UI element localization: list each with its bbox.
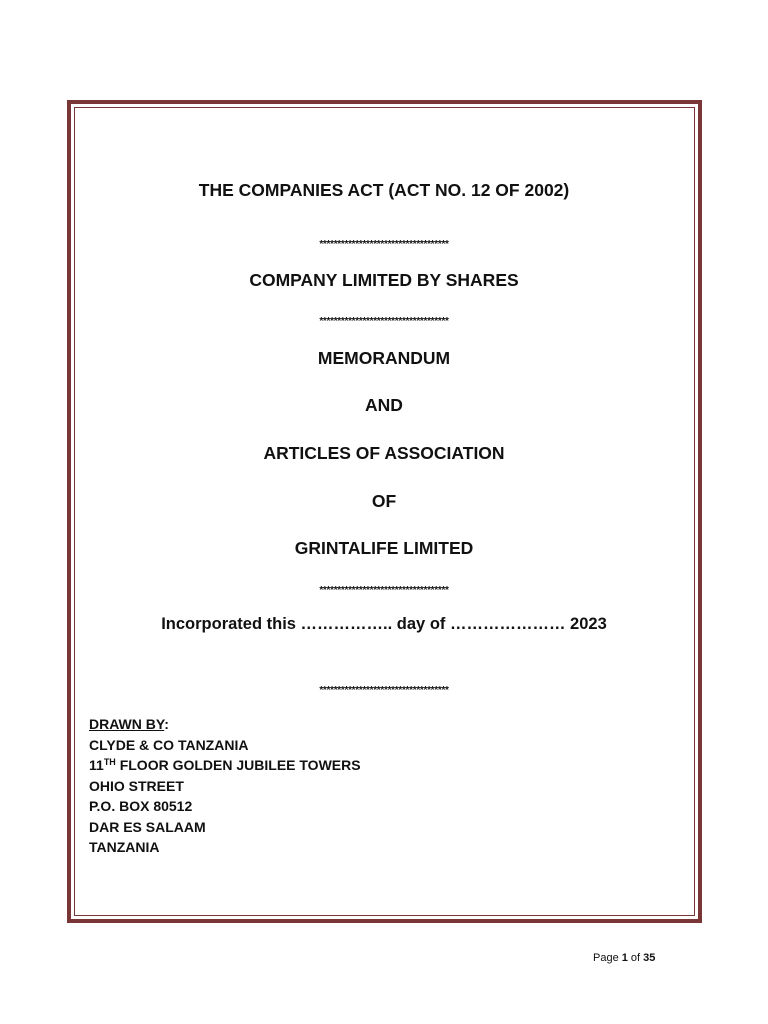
page-label: Page [593,952,622,964]
separator-3: ************************************ [319,585,449,596]
po-box-line: P.O. BOX 80512 [89,798,193,814]
act-title: THE COMPANIES ACT (ACT NO. 12 OF 2002) [198,180,570,200]
and-heading: AND [365,395,403,415]
city-line: DAR ES SALAAM [89,818,206,835]
drawn-by-block [89,714,361,858]
drawn-by-heading [89,714,361,735]
drawn-by-colon: : [164,716,169,732]
floor-suffix: TH [103,757,116,767]
memorandum-heading: MEMORANDUM [317,348,451,368]
company-type: COMPANY LIMITED BY SHARES [249,270,519,290]
incorporated-line: Incorporated this …………….. day of ………………… 2023 [161,615,607,633]
separator-4: ************************************ [319,685,449,696]
total-pages: 35 [643,952,656,964]
floor-line [89,755,361,776]
street-line: OHIO STREET [89,777,184,794]
drawn-by-label: DRAWN BY [89,716,165,732]
separator-2: ************************************ [319,316,449,327]
separator-1: ************************************ [319,239,449,250]
of-label: of [627,952,644,964]
current-page: 1 [621,952,628,964]
floor-number: 11 [89,757,104,773]
of-heading: OF [371,491,397,511]
company-name: GRINTALIFE LIMITED [294,538,474,558]
articles-heading: ARTICLES OF ASSOCIATION [263,443,505,463]
firm-name: CLYDE & CO TANZANIA [89,736,249,753]
floor-rest: FLOOR GOLDEN JUBILEE TOWERS [115,757,361,773]
page-number [593,952,655,964]
country-line: TANZANIA [89,839,160,855]
